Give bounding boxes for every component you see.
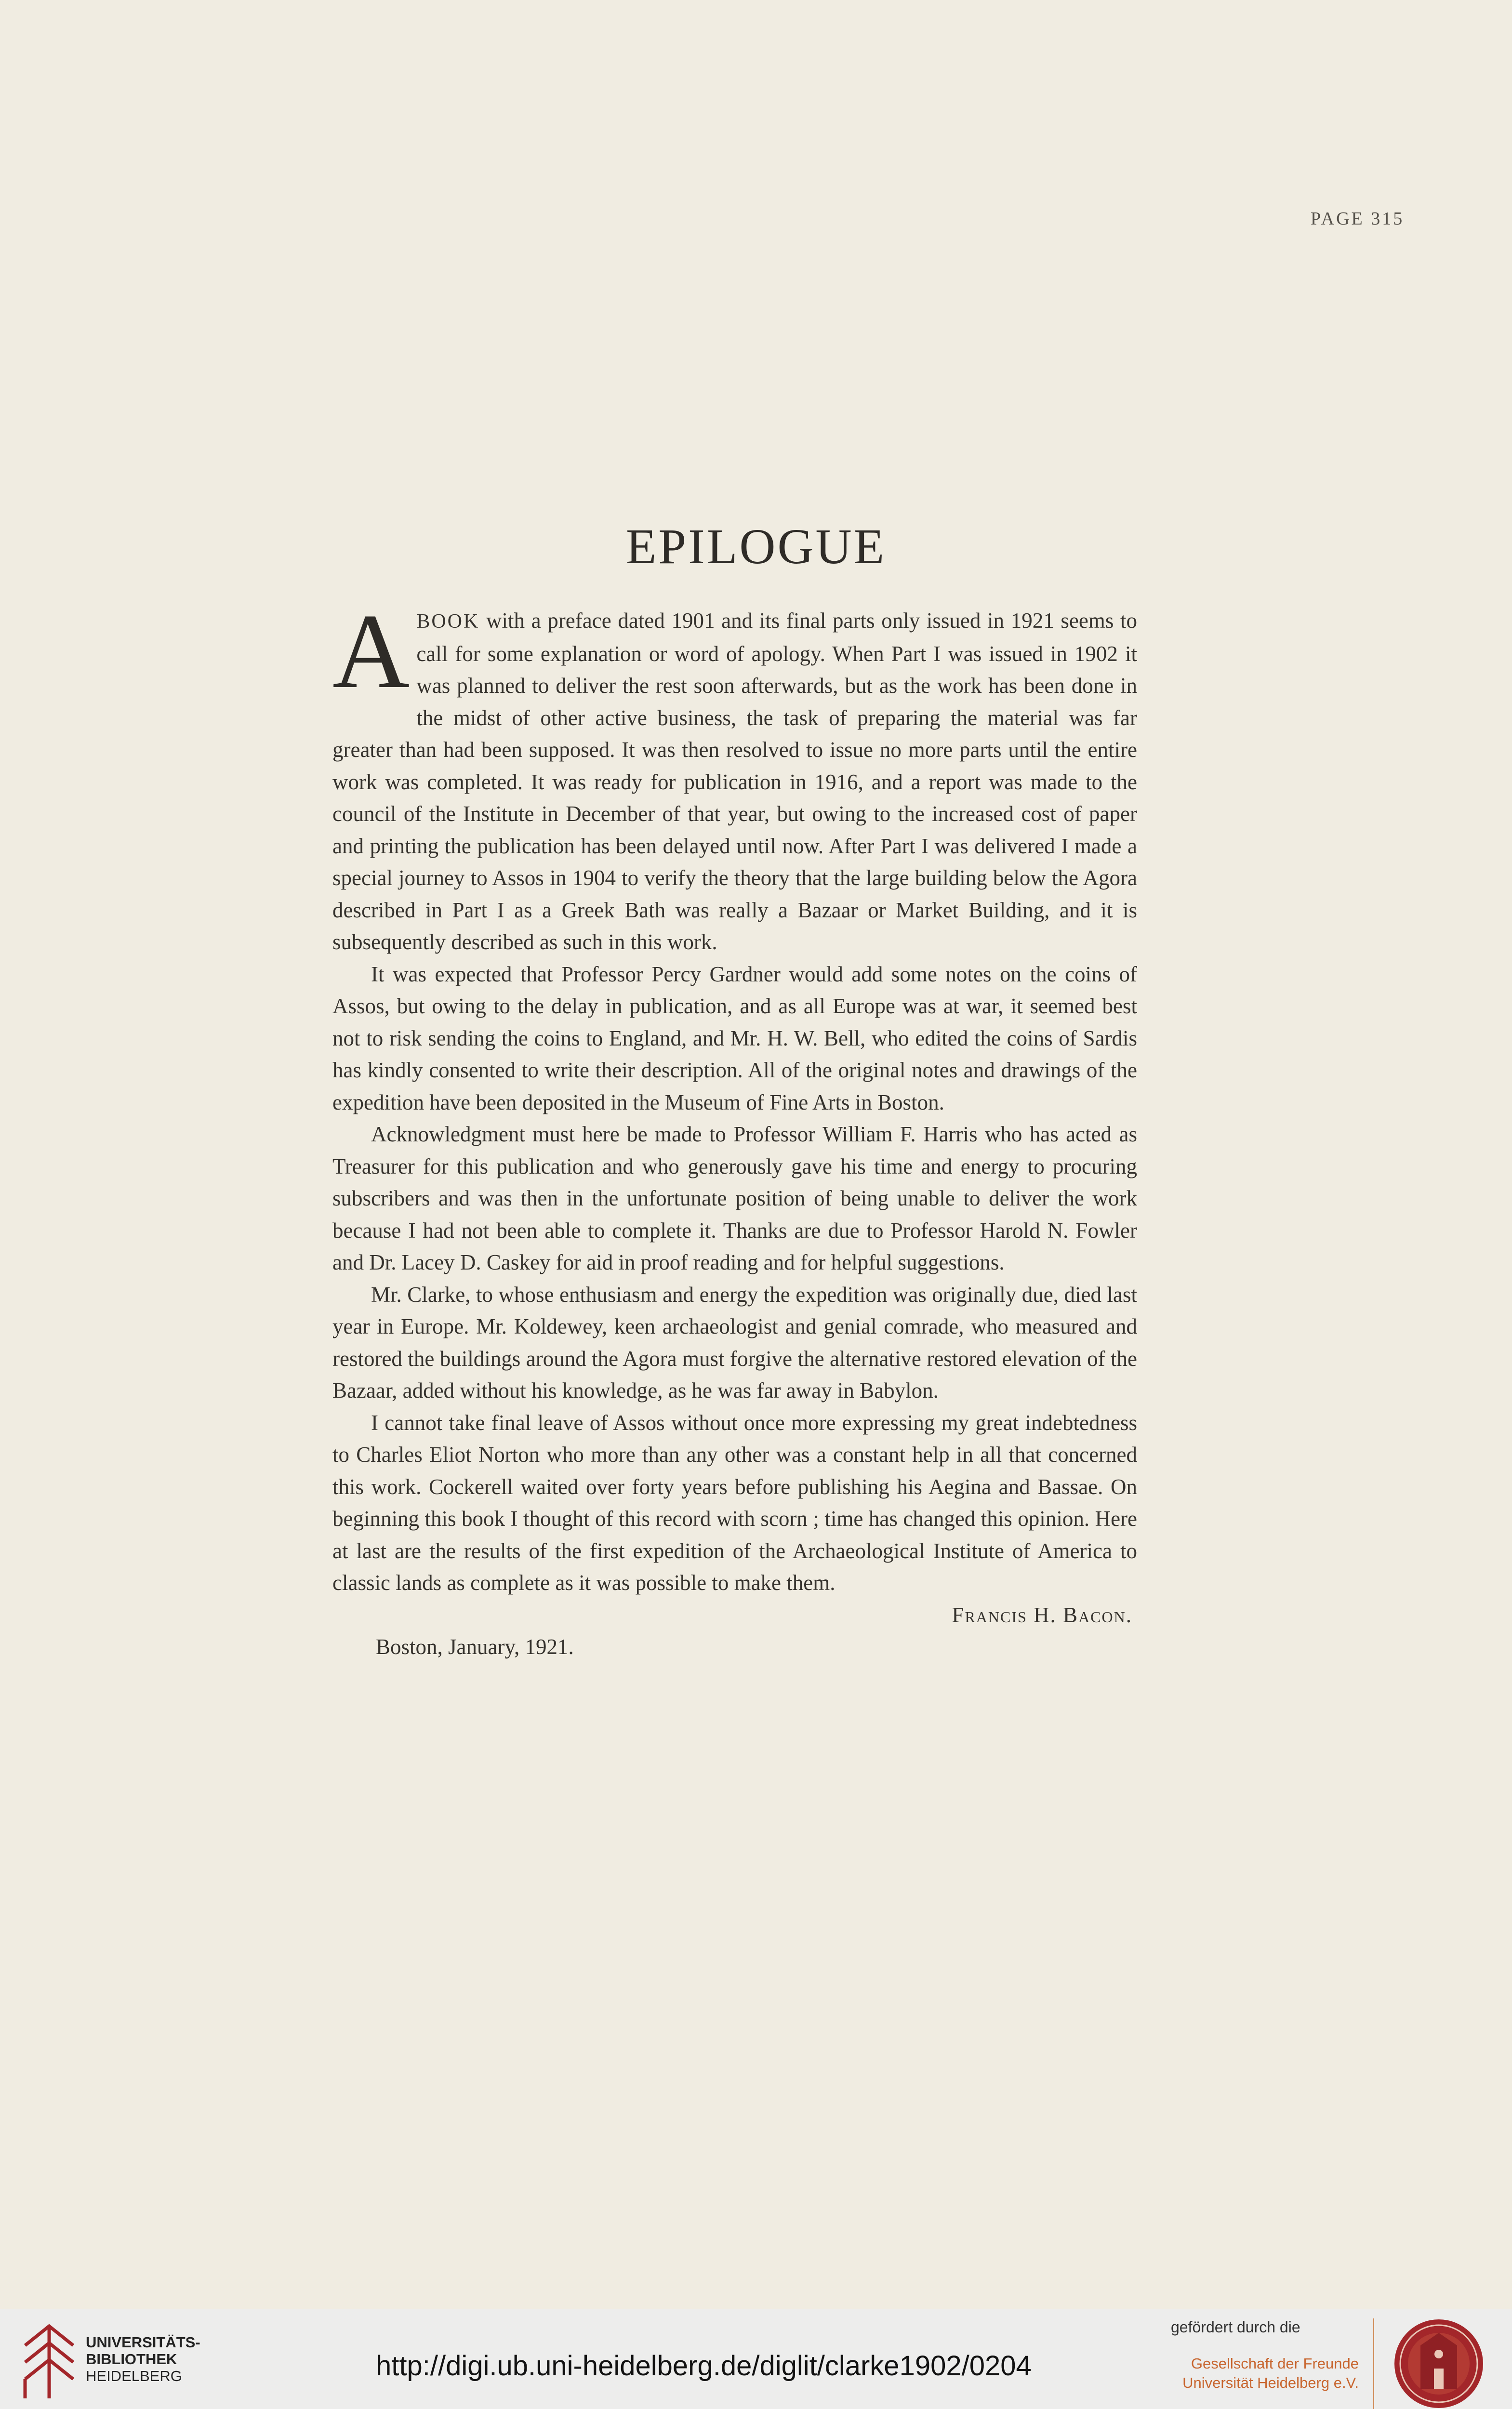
footer-bar: [0, 2309, 1512, 2409]
permalink-url[interactable]: http://digi.ub.uni-heidelberg.de/diglit/clarke1902/0204: [376, 2350, 1032, 2382]
paragraph-5: I cannot take final leave of Assos without once more expressing my great indebtedness to Charles Eliot Norton who more than any other was a constant help in all that concerned this work. Cockerell waited over forty years before publishing his Aegina and Bassae. On beginning this book I thought of this record with scorn ; time has changed this opinion. Here at last are the results of the first expedition of the Archaeological Institute of America to classic lands as complete as it was possible to make them.: [332, 1410, 1137, 1595]
first-word: BOOK: [416, 610, 480, 633]
library-name-line2: BIBLIOTHEK: [86, 2351, 177, 2368]
library-name: [86, 2334, 200, 2384]
paragraph-1-text: with a preface dated 1901 and its final parts only issued in 1921 seems to call for some explanation or word of apology. When Part I was issued in 1902 it was planned to deliver the rest soon afterwards, but as the work has been done in the midst of other active business, the task of preparing the material was far greater than had been supposed. It was then resolved to issue no more parts until the entire work was completed. It was ready for publication in 1916, and a report was made to the council of the Institute in December of that year, but owing to the increased cost of paper and printing the publication has been delayed until now. After Part I was delivered I made a special journey to Assos in 1904 to verify the theory that the large building below the Agora described in Part I as a Greek Bath was really a Bazaar or Market Building, and it is subsequently described as such in this work.: [332, 609, 1137, 954]
page-title: EPILOGUE: [625, 519, 887, 574]
drop-cap: A: [332, 592, 410, 711]
sponsor-name-line2: Universität Heidelberg e.V.: [1182, 2374, 1359, 2391]
signature: Francis H. Bacon.: [952, 1602, 1132, 1627]
paragraph-3: Acknowledgment must here be made to Professor William F. Harris who has acted as Treasurer for this publication and who generously gave his time and energy to procuring subscribers and was then in the unfortunate position of being unable to deliver the work because I had not been able to complete it. Thanks are due to Professor Harold N. Fowler and Dr. Lacey D. Caskey for aid in proof reading and for helpful suggestions.: [332, 1122, 1137, 1274]
sponsor-name: [1156, 2354, 1359, 2393]
paragraph-4: Mr. Clarke, to whose enthusiasm and energy the expedition was originally due, died last year in Europe. Mr. Koldewey, keen archaeologist and genial comrade, who measured and restored the buildings around the Agora must forgive the alternative restored elevation of the Bazaar, added without his knowledge, as he was far away in Babylon.: [332, 1282, 1137, 1403]
library-name-line1: UNIVERSITÄTS-: [86, 2334, 200, 2351]
library-logo-icon: [15, 2316, 83, 2403]
university-seal-icon: [1391, 2316, 1487, 2409]
footer-divider: [1373, 2318, 1374, 2409]
paragraph-1: [332, 592, 1137, 958]
page-number: PAGE 315: [1311, 209, 1405, 229]
paragraph-2: It was expected that Professor Percy Gardner would add some notes on the coins of Assos, but owing to the delay in publication, and as all Europe was at war, it seemed best not to risk sending the coins to England, and Mr. H. W. Bell, who edited the coins of Sardis has kindly consented to write their description. All of the original notes and drawings of the expedition have been deposited in the Museum of Fine Arts in Boston.: [332, 962, 1137, 1114]
sponsor-label: gefördert durch die: [1171, 2318, 1300, 2336]
dateline: Boston, January, 1921.: [376, 1635, 574, 1659]
library-name-line3: HEIDELBERG: [86, 2368, 182, 2384]
article-body: [332, 592, 1137, 1663]
sponsor-name-line1: Gesellschaft der Freunde: [1191, 2355, 1359, 2372]
